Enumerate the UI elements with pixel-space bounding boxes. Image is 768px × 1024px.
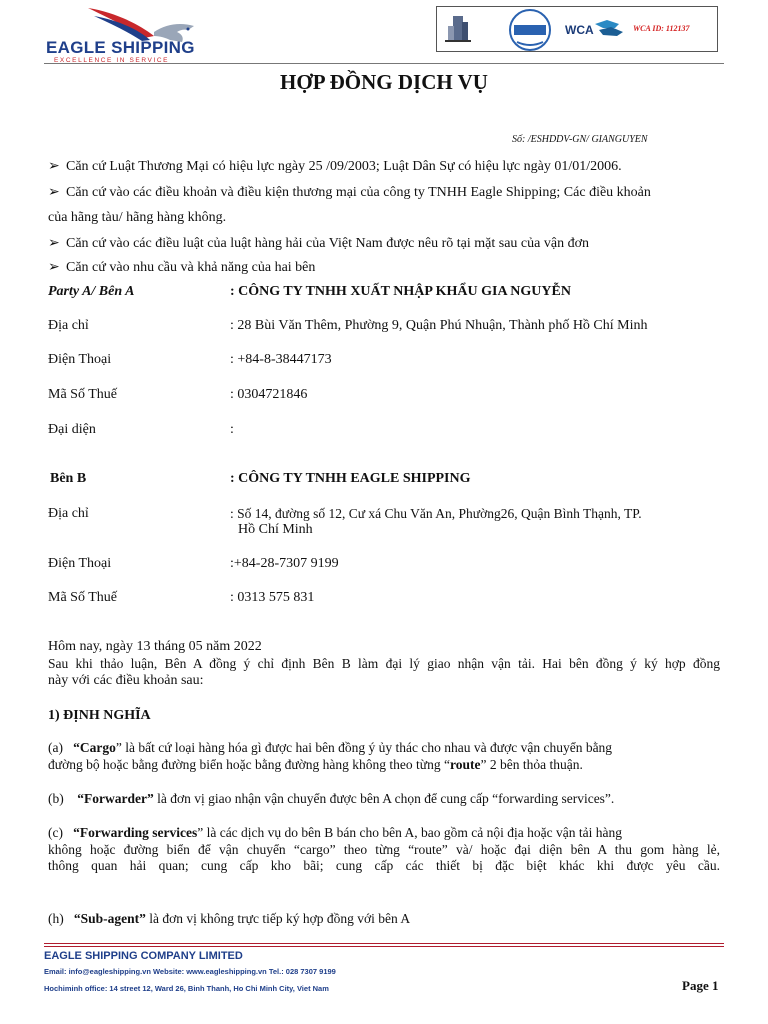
term-route: route — [449, 757, 481, 772]
definition-c-cont-2: thông quan hải quan; cung cấp kho bãi; cung cấp các thiết bị đặc biệt khác khi được yêu cầu. — [48, 858, 720, 873]
party-a-phone-label: Điện Thoại — [48, 352, 112, 367]
ppl-logo-icon — [505, 8, 555, 52]
term-forwarder: “Forwarder” — [77, 791, 154, 806]
company-logo — [44, 2, 214, 64]
footer-contact: Email: info@eagleshipping.vn Website: www.eagleshipping.vn Tel.: 028 7307 9199 — [44, 967, 336, 976]
logo-tagline: EXCELLENCE IN SERVICE — [54, 57, 170, 64]
arrow-bullet-icon: ➢ — [48, 260, 60, 275]
party-a-tax-label: Mã Số Thuế — [48, 387, 117, 402]
building-icon — [445, 14, 471, 44]
logo-name: EAGLE SHIPPING — [46, 38, 195, 57]
party-b-address-label: Địa chỉ — [48, 506, 89, 521]
recital-3: ➢ Căn cứ vào các điều luật của luật hàng hải của Việt Nam được nêu rõ tại mặt sau của vận đơn — [48, 236, 589, 251]
recital-2: ➢ Căn cứ vào các điều khoản và điều kiện thương mại của công ty TNHH Eagle Shipping; Các điều khoản — [48, 185, 651, 200]
wca-label: WCA — [565, 23, 594, 37]
party-a-phone: : +84-8-38447173 — [230, 352, 332, 367]
definition-c-cont-1: không hoặc đường biển để vận chuyển “cargo” theo từng “route” và/ hoặc đại diện bên A thu gom hàng lẻ, — [48, 842, 720, 857]
page-number: Page 1 — [682, 978, 719, 993]
term-forwarding-services: “Forwarding services — [73, 825, 198, 840]
footer-divider — [44, 943, 724, 944]
definition-a-cont: đường bộ hoặc bằng đường biển hoặc bằng đường hàng không theo từng “route” 2 bên thỏa thuận. — [48, 757, 583, 772]
party-a-address: : 28 Bùi Văn Thêm, Phường 9, Quận Phú Nhuận, Thành phố Hồ Chí Minh — [230, 318, 648, 333]
term-cargo: “Cargo — [73, 740, 116, 755]
party-b-phone: :+84-28-7307 9199 — [230, 556, 339, 571]
party-b-address-cont: Hồ Chí Minh — [238, 522, 313, 537]
party-a-rep: : — [230, 422, 234, 437]
recital-1: ➢ Căn cứ Luật Thương Mại có hiệu lực ngày 25 /09/2003; Luật Dân Sự có hiệu lực ngày 01/01/2006. — [48, 159, 622, 174]
party-b-address: : Số 14, đường số 12, Cư xá Chu Văn An, Phường26, Quận Bình Thạnh, TP. — [230, 506, 642, 521]
party-a-rep-label: Đại diện — [48, 422, 96, 437]
party-a-address-label: Địa chỉ — [48, 318, 89, 333]
intro-line-2: này với các điều khoản sau: — [48, 673, 204, 688]
recital-4: ➢ Căn cứ vào nhu cầu và khả năng của hai bên — [48, 260, 316, 275]
footer-company-name: EAGLE SHIPPING COMPANY LIMITED — [44, 950, 243, 962]
party-b-tax-label: Mã Số Thuế — [48, 590, 117, 605]
wca-globe-icon — [593, 16, 627, 42]
definition-c: (c) “Forwarding services” là các dịch vụ do bên B bán cho bên A, bao gồm cả nội địa hoặc vận tải hàng — [48, 825, 622, 840]
definition-h: (h) “Sub-agent” là đơn vị không trực tiếp ký hợp đồng với bên A — [48, 911, 411, 926]
arrow-bullet-icon: ➢ — [48, 159, 60, 174]
definition-b: (b) “Forwarder” là đơn vị giao nhận vận chuyển được bên A chọn để cung cấp “forwarding services”. — [48, 791, 615, 806]
document-title: HỢP ĐỒNG DỊCH VỤ — [280, 70, 488, 94]
footer-divider-thin — [44, 946, 724, 947]
party-b-phone-label: Điện Thoại — [48, 556, 112, 571]
party-b-tax: : 0313 575 831 — [230, 590, 315, 605]
section-1-heading: 1) ĐỊNH NGHĨA — [48, 708, 151, 723]
party-a-name: : CÔNG TY TNHH XUẤT NHẬP KHẨU GIA NGUYỄN — [230, 284, 571, 299]
document-reference: Số: /ESHDDV-GN/ GIANGUYEN — [512, 134, 648, 145]
intro-line-1: Sau khi thảo luận, Bên A đồng ý chỉ định Bên B làm đại lý giao nhận vận tải. Hai bên đồng ý ký hợp đồng — [48, 656, 720, 671]
term-sub-agent: “Sub-agent” — [73, 911, 146, 926]
arrow-bullet-icon: ➢ — [48, 236, 60, 251]
wca-id: WCA ID: 112137 — [633, 24, 690, 33]
party-b-heading: Bên B — [50, 471, 87, 486]
party-b-name: : CÔNG TY TNHH EAGLE SHIPPING — [230, 471, 471, 486]
arrow-bullet-icon: ➢ — [48, 185, 60, 200]
contract-date: Hôm nay, ngày 13 tháng 05 năm 2022 — [48, 639, 262, 654]
footer-office-address: Hochiminh office: 14 street 12, Ward 26, Binh Thanh, Ho Chi Minh City, Viet Nam — [44, 984, 329, 993]
party-a-tax: : 0304721846 — [230, 387, 308, 402]
certification-box — [436, 6, 718, 52]
recital-2-cont: của hãng tàu/ hãng hàng không. — [48, 210, 227, 225]
party-a-heading: Party A/ Bên A — [48, 284, 135, 299]
header-divider — [44, 63, 724, 64]
definition-a: (a) “Cargo” là bất cứ loại hàng hóa gì được hai bên đồng ý ủy thác cho nhau và được vận chuyển bằng — [48, 740, 613, 755]
